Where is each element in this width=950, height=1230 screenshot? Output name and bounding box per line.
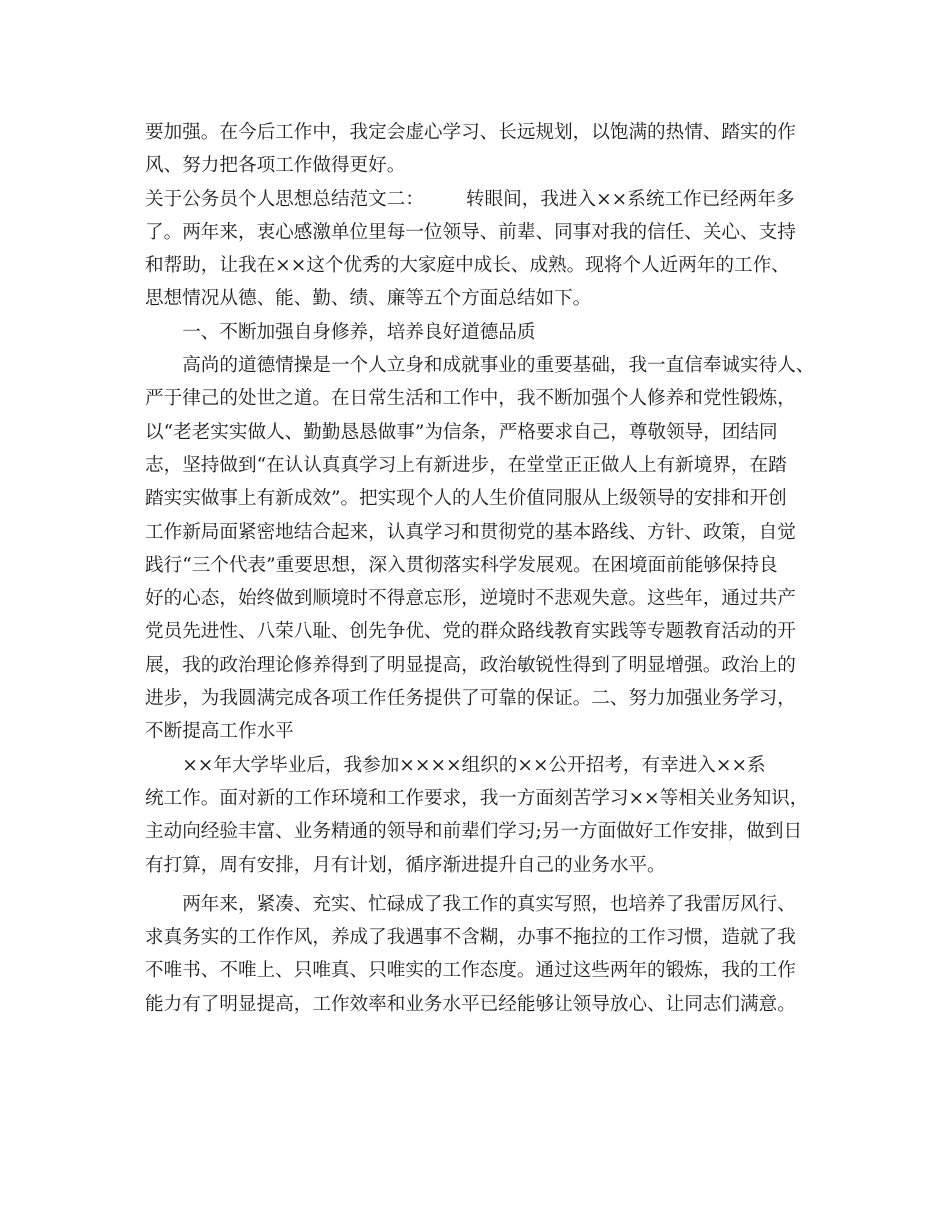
text-line: 不断提高工作水平 [145,721,294,743]
text-line: 不唯书、不唯上、只唯真、只唯实的工作态度。通过这些两年的锻炼，我的工作 [145,960,796,982]
text-line: 和帮助，让我在××这个优秀的大家庭中成长、成熟。现将个人近两年的工作、 [145,255,790,277]
text-line: 志，坚持做到“在认认真真学习上有新进步，在堂堂正正做人上有新境界，在踏 [145,454,787,476]
text-line: 踏实实做事上有新成效”。把实现个人的人生价值同服从上级领导的安排和开创 [145,488,787,510]
text-line: 求真务实的工作作风，养成了我遇事不含糊，办事不拖拉的工作习惯，造就了我 [145,927,796,949]
paragraph-start-line: ××年大学毕业后，我参加××××组织的××公开招考，有幸进入××系 [145,754,766,776]
paragraph-start-line: 两年来，紧凑、充实、忙碌成了我工作的真实写照，也培养了我雷厉风行、 [145,893,796,915]
text-line: 主动向经验丰富、业务精通的领导和前辈们学习;另一方面做好工作安排，做到日 [145,821,803,843]
text-line: 严于律己的处世之道。在日常生活和工作中，我不断加强个人修养和党性锻炼， [145,388,796,410]
text-line: 展，我的政治理论修养得到了明显提高，政治敏锐性得到了明显增强。政治上的 [145,654,796,676]
section-title: 关于公务员个人思想总结范文二： [145,188,424,210]
text-line: 进步，为我圆满完成各项工作任务提供了可靠的保证。二、努力加强业务学习， [145,688,796,710]
section-heading-line [145,183,805,216]
text-line: 思想情况从德、能、勤、绩、廉等五个方面总结如下。 [145,288,592,310]
subheading-line: 一、不断加强自身修养，培养良好道德品质 [145,321,536,343]
text-line: 了。两年来，衷心感激单位里每一位领导、前辈、同事对我的信任、关心、支持 [145,221,796,243]
paragraph-start-line: 高尚的道德情操是一个人立身和成就事业的重要基础，我一直信奉诚实待人、 [145,355,815,377]
text-line: 要加强。在今后工作中，我定会虚心学习、长远规划，以饱满的热情、踏实的作 [145,122,796,143]
text-fragment: 转眼间，我进入××系统工作已经两年多 [465,188,795,210]
text-line: 能力有了明显提高，工作效率和业务水平已经能够让领导放心、让同志们满意。 [145,993,796,1015]
text-line: 好的心态，始终做到顺境时不得意忘形，逆境时不悲观失意。这些年，通过共产 [145,588,796,610]
text-line: 以“老老实实做人、勤勤恳恳做事”为信条，严格要求自己，尊敬领导，团结同 [145,421,778,443]
text-line: 风、努力把各项工作做得更好。 [145,155,406,177]
text-line: 工作新局面紧密地结合起来，认真学习和贯彻党的基本路线、方针、政策，自觉 [145,521,796,543]
text-line: 统工作。面对新的工作环境和工作要求，我一方面刻苦学习××等相关业务知识， [145,787,809,809]
text-line: 党员先进性、八荣八耻、创先争优、党的群众路线教育实践等专题教育活动的开 [145,621,796,643]
text-line: 有打算，周有安排，月有计划，循序渐进提升自己的业务水平。 [145,854,666,876]
text-line: 践行“三个代表”重要思想，深入贯彻落实科学发展观。在困境面前能够保持良 [145,554,778,576]
document-body [145,116,815,1021]
